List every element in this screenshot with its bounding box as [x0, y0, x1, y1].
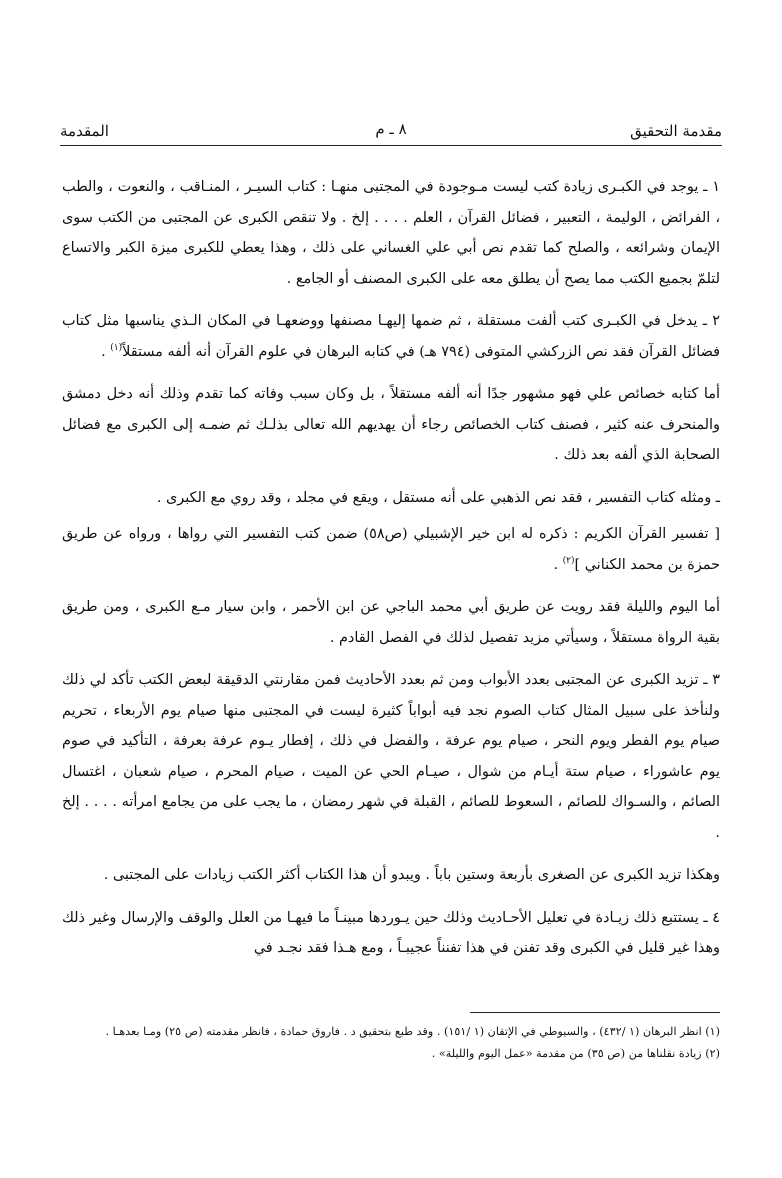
paragraph-8 — [62, 860, 720, 891]
page-number: ٨ ـ م — [375, 120, 407, 138]
running-header — [60, 110, 722, 140]
paragraph-text: ٣ ـ تزيد الكبرى عن المجتبى بعدد الأبواب ومن ثم بعدد الأحاديث فمن مقارنتي الدقيقة لبعض الكتب تأكد لي ذلك ولنأخذ على سبيل المثال كتاب الصوم نجد فيه أبواباً كثيرة ليست في المجتبى منها صيام يوم الأربعاء ، تحريم صيام يوم الفطر ويوم النحر ، صيام يوم عرفة ، والفضل في ذلك ، إفطار يـوم عرفة بعرفة ، التأكيد في صوم يوم عاشوراء ، صيام ستة أيـام من شوال ، صيـام الحي عن الميت ، صيام المحرم ، صيام شعبان ، اغتسال الصائم ، والسـواك للصائم ، السعوط للصائم ، القبلة في شهر رمضان ، ما يجب على من يجامع امرأته . . . . إلخ . — [62, 672, 720, 841]
footnote-2: (٢) زيادة نقلناها من (ص ٣٥) من مقدمة «عمل اليوم والليلة» . — [431, 1047, 720, 1060]
paragraph-5: [ تفسير القرآن الكريم : ذكره له ابن خير الإشبيلي (ص٥٨) ضمن كتب التفسير التي رواها ، ورواه عن طريق حمزة بن محمد الكناني ]$^{(٢)}$ . — [62, 526, 720, 573]
paragraph-text: وهكذا تزيد الكبرى عن الصغرى بأربعة وستين باباً . ويبدو أن هذا الكتاب أكثر الكتب زيادات على المجتبى . — [103, 867, 720, 883]
paragraph-text: [ تفسير القرآن الكريم : ذكره له ابن خير الإشبيلي (ص٥٨) ضمن كتب التفسير التي رواها ، ورواه عن طريق حمزة بن محمد الكناني ] — [62, 526, 720, 573]
paragraph-3 — [62, 379, 720, 471]
header-rule — [60, 145, 722, 146]
paragraph-text: ٤ ـ يستتبع ذلك زيـادة في تعليل الأحـاديث وذلك حين يـوردها مبينـاً ما فيهـا من العلل والوقف والإرسال وغير ذلك وهذا غير قليل في الكبرى وقد تفنن في هذا تفنناً عجيبـاً ، ومع هـذا فقد نجـد في — [62, 909, 720, 956]
paragraph-2: ٢ ـ يدخل في الكبـرى كتب ألفت مستقلة ، ثم ضمها إليهـا مصنفها ووضعهـا في المكان الـذي يناسبها مثل كتاب فضائل القرآن فقد نص الزركشي المتوفى (٧٩٤ هـ) في كتابه البرهان في علوم القرآن أنه ألفه مستقلاً$^{(١)}$ . — [62, 313, 720, 360]
footnote-separator — [470, 1012, 720, 1013]
body-text — [62, 172, 720, 976]
paragraph-text: ١ ـ يوجد في الكبـرى زيادة كتب ليست مـوجودة في المجتبى منهـا : كتاب السيـر ، المنـاقب ، والنعوت ، والطب ، الفرائض ، الوليمة ، التعبير ، فضائل القرآن ، العلم . . . . إلخ . ولا تنقص الكبرى عن المجتبى من الكتب سوى الإيمان وشرائعه ، والصلح كما تقدم نص أبي علي الغساني على ذلك ، وهذا يعطي للكبرى ميزة الكبر والاتساع لتلمّ بجميع الكتب مما يصح أن يطلق معه على الكبرى المصنف أو الجامع . — [62, 179, 720, 287]
footnote-1: (١) انظر البرهان (١ /٤٣٢) ، والسيوطي في الإتقان (١ /١٥١) . وقد طبع بتحقيق د . فاروق حمادة ، فانظر مقدمته (ص ٢٥) ومـا بعدهـا . — [105, 1025, 720, 1038]
footnote-ref-1[interactable]: (١) — [110, 342, 123, 353]
header-chapter-title: مقدمة التحقيق — [630, 122, 722, 140]
paragraph-1 — [62, 172, 720, 294]
paragraph-9 — [62, 903, 720, 964]
paragraph-text: ـ ومثله كتاب التفسير ، فقد نص الذهبي على أنه مستقل ، ويقع في مجلد ، وقد روي مع الكبرى . — [156, 489, 720, 506]
footnote-ref-2[interactable]: (٢) — [562, 555, 575, 566]
paragraph-text: أما كتابه خصائص علي فهو مشهور جدًا أنه ألفه مستقلاً ، بل وكان سبب وفاته كما تقدم وذلك أنه دخل دمشق والمنحرف عنه كثير ، فصنف كتاب الخصائص رجاء أن يهديهم الله تعالى بذلـك ثم ضمـه إلى الكبرى مع فضائل الصحابة الذي ألفه بعد ذلك . — [62, 386, 720, 463]
paragraph-4 — [62, 483, 720, 514]
paragraph-text: أما اليوم والليلة فقد رويت عن طريق أبي محمد الباجي عن ابن الأحمر ، وابن سيار مـع الكبرى ، ومن طريق بقية الرواة مستقلاً ، وسيأتي مزيد تفصيل لذلك في الفصل القادم . — [62, 599, 720, 646]
header-book-section: المقدمة — [60, 122, 109, 140]
paragraph-text: ٢ ـ يدخل في الكبـرى كتب ألفت مستقلة ، ثم ضمها إليهـا مصنفها ووضعهـا في المكان الـذي يناسبها مثل كتاب فضائل القرآن فقد نص الزركشي المتوفى (٧٩٤ هـ) في كتابه البرهان في علوم القرآن أنه ألفه مستقلاً — [62, 313, 720, 360]
footnotes — [62, 1021, 720, 1065]
paragraph-7 — [62, 665, 720, 848]
paragraph-6 — [62, 592, 720, 653]
